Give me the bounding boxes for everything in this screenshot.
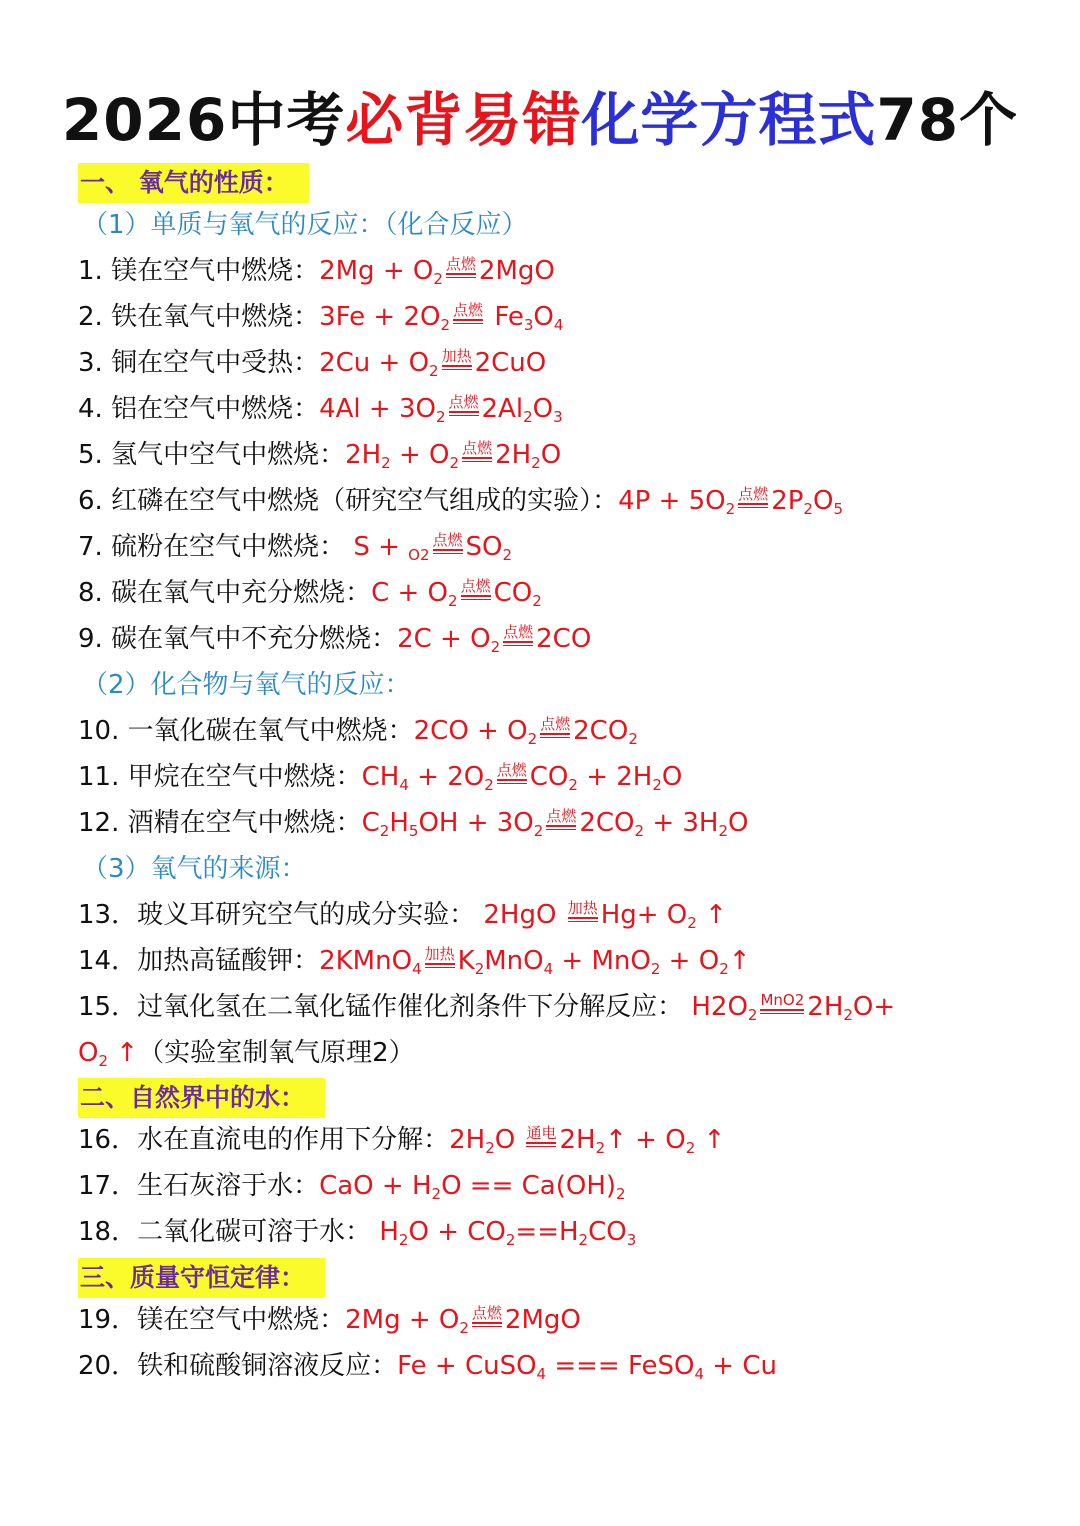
equation-line-8 [78,573,542,613]
page-title [0,78,1080,162]
formula-part: Hg+ O [600,900,688,930]
formula-part: H2O [683,992,748,1022]
condition-mark [433,533,463,554]
formula-part: 2P [771,486,804,516]
equation-line-10 [78,711,638,751]
subsection-compound-oxygen: （2）化合物与氧气的反应： [82,670,411,700]
formula-part: + 2O [408,762,485,792]
equation-line-16 [78,1120,725,1160]
condition-text: 通电 [526,1124,557,1142]
equation-desc: 2. 铁在氧气中燃烧： [78,302,320,332]
condition-text: 点燃 [448,393,479,411]
equation-desc: 18．二氧化碳可溶于水： [78,1217,372,1247]
equation-desc: 1. 镁在空气中燃烧： [78,256,320,286]
equation-line-13 [78,895,727,935]
formula-part: 2CuO [474,348,547,378]
formula-part: 2H [345,440,382,470]
equation-formula: S + $_{O2}$ 点燃 $SO_2$ [345,531,513,564]
title-part-topic: 化学方程式 [581,86,877,154]
formula-part: 2CO [536,624,592,654]
equation-line-20 [78,1346,777,1386]
equation-line-6 [78,481,843,521]
formula-part: O [728,808,749,838]
formula-part: K [457,946,475,976]
formula-part: 2HgO [475,900,565,930]
formula-part: MnO [484,946,544,976]
condition-mark [503,625,533,646]
formula-part: ↑ [728,946,751,976]
condition-text: 加热 [567,899,598,917]
formula-part: ↑ [696,900,727,930]
formula-part: O [532,394,554,424]
formula-part: 2CO [579,808,635,838]
equation-desc: 15．过氧化氢在二氧化锰作催化剂条件下分解反应： [78,992,684,1022]
equation-line-7 [78,527,512,567]
condition-text: MnO2 [760,991,805,1009]
equation-formula: $2CO + O_2$ 点燃 $2CO_2$ [413,715,638,748]
condition-text: 点燃 [738,485,769,503]
formula-part: 2Mg + O [345,1305,460,1335]
formula-part: H [371,1217,399,1247]
formula-part: CaO + H [319,1171,432,1201]
equation-desc: 17．生石灰溶于水： [78,1171,320,1201]
equation-line-14 [78,941,751,981]
equation-desc: 13．玻义耳研究空气的成分实验： [78,900,476,930]
equation-formula: 2KMnO$_4$ 加热 $K_2MnO_4 + MnO_2$ + $O_2↑$ [319,945,751,978]
formula-part: 2H [495,440,532,470]
equation-formula: $2Mg + O_2$ 点燃 2MgO [319,255,555,288]
formula-part: CO [529,762,569,792]
condition-mark [425,947,455,968]
formula-part: + MnO [553,946,651,976]
subsection-element-oxygen: （1）单质与氧气的反应：（化合反应） [82,210,528,240]
condition-mark [442,349,472,370]
formula-part: 2Mg + O [319,256,434,286]
condition-mark [449,395,479,416]
formula-part: CO [588,1217,627,1247]
equation-desc: 6. 红磷在空气中燃烧（研究空气组成的实验）： [78,486,619,516]
formula-part: 4P + 5O [618,486,726,516]
equation-line-4 [78,389,563,429]
equation-formula: $O_2$ ↑ [78,1038,139,1070]
condition-text: 点燃 [462,439,493,457]
equation-formula: $2H_2O$ 通电 $2H_2↑ + O_2$ ↑ [449,1124,726,1157]
equation-formula: $CH_4 + 2O_2$ 点燃 $CO_2 + 2H_2O$ [361,761,683,794]
formula-part: 2Cu + O [319,348,430,378]
equation-note: （实验室制氧气原理2） [138,1038,415,1068]
title-part-count: 78个 [876,86,1019,154]
condition-mark [760,993,804,1014]
title-part-year: 2026中考 [61,86,346,154]
condition-text: 点燃 [453,301,484,319]
equation-line-2 [78,297,563,337]
equation-desc: 4. 铝在空气中燃烧： [78,394,320,424]
equation-desc: 20．铁和硫酸铜溶液反应： [78,1351,398,1381]
formula-part: O [494,1125,524,1155]
condition-mark [462,441,492,462]
condition-mark [497,763,527,784]
equation-desc: 14．加热高锰酸钾： [78,946,320,976]
formula-part: O [78,1038,99,1068]
condition-text: 点燃 [460,577,491,595]
formula-part: S + [345,532,409,562]
formula-part: 2MgO [504,1305,581,1335]
formula-part: H [389,808,409,838]
equation-desc: 11. 甲烷在空气中燃烧： [78,762,362,792]
equation-formula: CaO + $H_2O == Ca(OH)_2$ [319,1171,626,1203]
formula-part: O [533,302,554,332]
formula-part: + 2H [577,762,653,792]
formula-part: 3Fe + 2O [319,302,441,332]
equation-desc: 19．镁在空气中燃烧： [78,1305,346,1335]
equation-line-1 [78,251,555,291]
equation-desc: 8. 碳在氧气中充分燃烧： [78,578,372,608]
formula-part: ↑ [108,1038,139,1068]
equation-line-11 [78,757,682,797]
equation-desc: 5. 氢气中空气中燃烧： [78,440,346,470]
formula-part: O == Ca(OH) [441,1171,617,1201]
condition-text: 点燃 [503,623,534,641]
equation-line-17 [78,1166,626,1206]
equation-line-3 [78,343,546,383]
formula-part: O+ [852,992,896,1022]
equation-formula: $H_2O + CO_2==H_2CO_3$ [371,1217,637,1249]
condition-mark [546,809,576,830]
equation-desc: 16．水在直流电的作用下分解： [78,1125,450,1155]
subsection-oxygen-source: （3）氧气的来源： [82,854,307,884]
equation-formula: $C_2H_5OH + 3O_2$ 点燃 $2CO_2 + 3H_2O$ [361,807,749,840]
formula-part: O + CO [408,1217,506,1247]
condition-mark [526,1126,556,1147]
title-part-emphasis: 必背易错 [345,86,582,154]
condition-text: 点燃 [496,761,527,779]
formula-part: + O [390,440,450,470]
formula-part: 2Al [481,394,524,424]
condition-mark [461,579,491,600]
condition-text: 点燃 [540,715,571,733]
equation-formula: $H2O_2$ MnO2 $2H_2O+$ [683,991,896,1024]
condition-text: 加热 [441,347,472,365]
formula-part: C [361,808,380,838]
formula-part: 2H [449,1125,486,1155]
formula-part: 4Al + 3O [319,394,436,424]
formula-part: O [661,762,683,792]
condition-text: 加热 [424,945,455,963]
condition-mark [453,303,483,324]
formula-part: 2MgO [478,256,555,286]
condition-text: 点燃 [471,1304,502,1322]
equation-formula: $2Mg + O_2$ 点燃 2MgO [345,1304,581,1337]
equation-formula: $C + O_2$ 点燃 $CO_2$ [371,577,542,610]
formula-part: 2H [807,992,844,1022]
condition-mark [568,901,598,922]
equation-formula: $3Fe + 2O_2$ 点燃 $Fe_3O_4$ [319,301,564,334]
formula-part: 2KMnO [319,946,413,976]
condition-text: 点燃 [546,807,577,825]
formula-part: + Cu [704,1351,777,1381]
condition-mark [738,487,768,508]
section-heading-oxygen: 一、 氧气的性质： [78,163,309,203]
formula-part: CO [493,578,533,608]
formula-part: O2 [408,546,430,564]
formula-part: 2C + O [397,624,491,654]
formula-part: C + O [371,578,449,608]
formula-part: Fe + CuSO [397,1351,537,1381]
condition-mark [472,1306,502,1327]
equation-line-15-cont [78,1033,415,1073]
equation-line-9 [78,619,591,659]
formula-part: 2CO [573,716,629,746]
equation-line-15 [78,987,895,1027]
equation-line-19 [78,1300,581,1340]
equation-desc: 12. 酒精在空气中燃烧： [78,808,362,838]
formula-part: O [812,486,834,516]
condition-text: 点燃 [432,531,463,549]
formula-part: + O [660,946,720,976]
formula-part: 2H [559,1125,596,1155]
condition-mark [540,717,570,738]
formula-part: CH [361,762,400,792]
formula-part: 2CO + O [413,716,528,746]
formula-part: === FeSO [546,1351,695,1381]
formula-part: ↑ + O [605,1125,686,1155]
equation-desc: 9. 碳在氧气中不充分燃烧： [78,624,398,654]
formula-part: SO [465,532,503,562]
formula-part: + 3H [644,808,719,838]
formula-part: Fe [494,302,524,332]
equation-line-18 [78,1212,636,1252]
equation-line-5 [78,435,561,475]
equation-formula: $2Cu + O_2$ 加热 2CuO [319,347,547,380]
equation-formula: $2H_2 + O_2$ 点燃 $2H_2O$ [345,439,562,472]
equation-formula: $4Al + 3O_2$ 点燃 $2Al_2O_3$ [319,393,563,426]
condition-mark [446,257,476,278]
formula-part: OH + 3O [418,808,534,838]
equation-formula: $2C + O_2$ 点燃 2CO [397,623,592,656]
equation-desc: 7. 硫粉在空气中燃烧： [78,532,346,562]
condition-text: 点燃 [445,255,476,273]
equation-line-12 [78,803,749,843]
section-heading-mass-conservation: 三、质量守恒定律： [78,1258,325,1298]
section-heading-water: 二、自然界中的水： [78,1078,325,1118]
equation-desc: 3. 铜在空气中受热： [78,348,320,378]
equation-formula: $4P + 5O_2$ 点燃 $2P_2O_5$ [618,485,843,518]
equation-desc: 10. 一氧化碳在氧气中燃烧： [78,716,414,746]
equation-formula: 2HgO 加热 $Hg+ O_2$ ↑ [475,899,727,932]
formula-part: ==H [515,1217,579,1247]
equation-formula: Fe + CuSO$_4$ === FeSO$_4$ + Cu [397,1351,777,1383]
formula-part: ↑ [695,1125,726,1155]
formula-part: O [540,440,562,470]
